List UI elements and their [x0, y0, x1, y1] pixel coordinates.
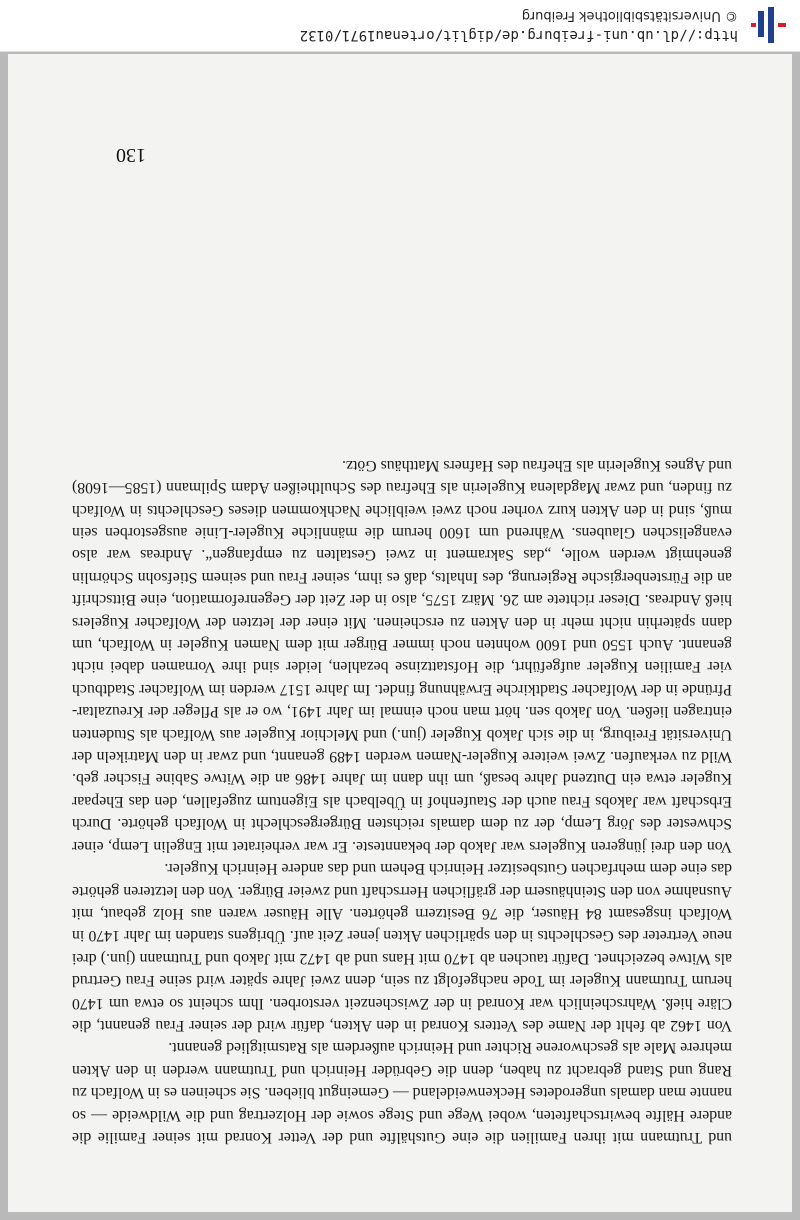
- paragraph: Von 1462 ab fehlt der Name des Vetters Konrad in den Akten, dafür wird der seiner Frau genannt, die Cläre hieß. Wahrscheinlich war Konrad in der Zwischenzeit verstorben. Ihm scheint so etwa um 1470 herum Trutmann Kugeler im Tode nachgefolgt zu sein, denn zwei Jahre später wird seine Frau Gertrud als Witwe bezeichnet. Dafür tauchen ab 1470 mit Hans und ab 1472 mit Jakob und Trutmann (jun.) drei neue Vertreter des Geschlechts in den spärlichen Akten jener Zeit auf. Übrigens standen im Jahr 1470 in Wolfach insgesamt 84 Häuser, die 76 Besitzern gehörten. Alle Häuser waren aus Holz gebaut, mit Ausnahme von den Steinhäusern der gräflichen Herrschaft und zweier Bürger. Von den letzteren gehörte das eine dem mehrfachen Gutsbesitzer Heinrich Behem und das andere Heinrich Kugeler.: [72, 860, 732, 1034]
- paragraph: Von den drei jüngeren Kugelers war Jakob der bekannteste. Er war verheiratet mit Engelin Lemp, einer Schwester des Jörg Lemp, der zu dem damals reichsten Bürgergeschlecht in Wolfach gehörte. Durch Erbschaft war Jakobs Frau auch der Staufenhof in Übelbach als Eigentum zugefallen, den das Ehepaar Kugeler etwa ein Dutzend Jahre besaß, um ihn dann im Jahre 1486 an die Witwe Sabine Fischer geb. Wild zu verkaufen. Zwei weitere Kugeler-Namen werden 1489 genannt, und zwar in den Matrikeln der Universität Freiburg, in die sich Jakob Kugeler (jun.) und Melchior Kugeler aus Wolfach als Studenten eintragen ließen. Von Jakob sen. hört man noch einmal im Jahr 1491, wo er als Pfleger der Kreuzaltar-Pfründe in der Wolfacher Stadtkirche Erwähnung findet. Im Jahre 1517 werden im Wolfacher Stadtbuch vier Familien Kugeler aufgeführt, die Hofstattzinse bezahlen, leider sind ihre Vornamen dabei nicht genannt. Auch 1550 und 1600 wohnten noch immer Bürger mit dem Namen Kugeler in Wolfach, um dann späterhin nicht mehr in den Akten zu erscheinen. Mit einer der letzten der Wolfacher Kugelers hieß Andreas. Dieser richtete am 26. März 1575, also in der Zeit der Gegenreformation, eine Bittschrift an die Fürstenbergische Regierung, des Inhalts, daß es ihm, seiner Frau und seinem Stiefsohn Schörnlin genehmigt werden wolle, „das Sakrament in zwei Gestalten zu empfangen“. Andreas war also evangelischen Glaubens. Während um 1600 herum die männliche Kugeler-Linie ausgestorben sein muß, sind in den Akten kurz vorher noch zwei weibliche Nachkommen dieses Geschlechts in Wolfach zu finden, und zwar Magdalena Kugelerin als Ehefrau des Schultheißen Adam Spilmann (1585—1608) und Agnes Kugelerin als Ehefrau des Hafners Matthäus Götz.: [72, 456, 732, 855]
- library-header: [0, 0, 800, 52]
- body-text: [72, 453, 732, 1148]
- paragraph: und Trutmann mit ihren Familien die eine Gutshälfte und der Vetter Konrad mit seiner Familie die andere Hälfte bewirtschafteten, wobei Wege und Stege sowie der Holzertrag und die Wildweide — so nannte man damals ungerodetes Heckenweideland — Gemeingut blieben. Sie scheinen es in Wolfach zu Rang und Stand gebracht zu haben, denn die Gebrüder Heinrich und Trutmann werden in den Akten mehrere Male als geschworene Richter und Heinrich außerdem als Ratsmitglied genannt.: [72, 1039, 732, 1146]
- page-number: 130: [116, 144, 146, 166]
- source-url[interactable]: http://dl.ub.uni-freiburg.de/diglit/ortenau1971/0132: [299, 27, 738, 43]
- copyright-notice: © Universitätsbibliothek Freiburg: [521, 8, 738, 23]
- paper-sheet: [8, 54, 792, 1212]
- ub-freiburg-logo-icon[interactable]: [750, 5, 790, 45]
